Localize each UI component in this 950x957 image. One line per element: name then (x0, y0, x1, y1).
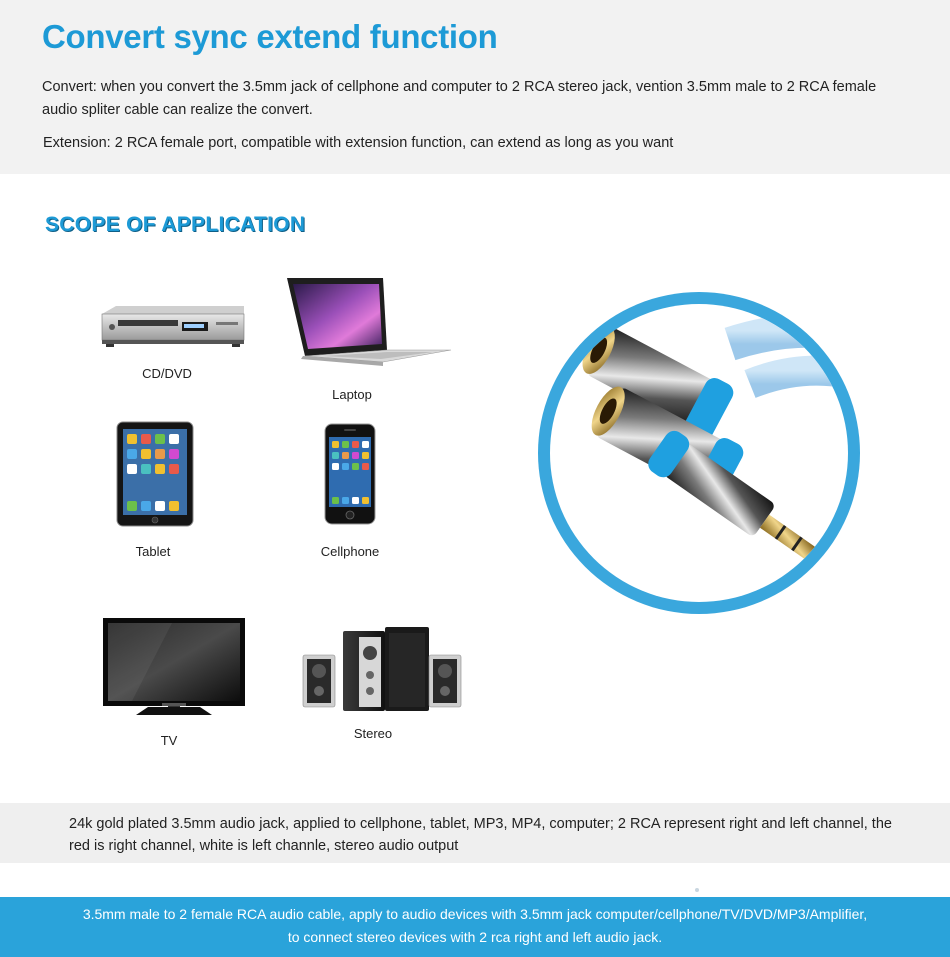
page-title: Convert sync extend function (42, 18, 498, 55)
laptop-icon (283, 276, 453, 368)
feature-info-band (0, 803, 950, 863)
device-label-stereo: Stereo (353, 726, 393, 741)
footer-line-2: to connect stereo devices with 2 rca right and left audio jack. (287, 929, 663, 945)
cellphone-icon (324, 423, 376, 525)
footer-line-1: 3.5mm male to 2 female RCA audio cable, apply to audio devices with 3.5mm jack computer/cellphone/TV/DVD/MP3/Amplifier, (82, 906, 868, 922)
extension-description: Extension: 2 RCA female port, compatible with extension function, can extend as long as you want (43, 135, 674, 151)
tablet-icon (116, 421, 194, 527)
decorative-dot (695, 888, 699, 892)
device-label-cellphone: Cellphone (320, 544, 380, 559)
feature-description: 24k gold plated 3.5mm audio jack, applied to cellphone, tablet, MP3, MP4, computer; 2 RCA represent right and left channel, the red is right channel, white is left channle, stereo audio output (69, 816, 892, 854)
tv-icon (102, 617, 246, 717)
product-image-frame (538, 292, 860, 614)
device-label-tv: TV (160, 733, 178, 748)
scope-heading: SCOPE OF APPLICATION (45, 213, 306, 236)
device-label-laptop: Laptop (332, 387, 372, 402)
stereo-speakers-icon (301, 625, 463, 713)
device-label-tablet: Tablet (135, 544, 171, 559)
convert-description: Convert: when you convert the 3.5mm jack of cellphone and computer to 2 RCA stereo jack, vention 3.5mm male to 2 RCA female audio spliter cable can realize the convert. (42, 79, 877, 118)
product-image (550, 304, 848, 602)
footer-description (0, 903, 950, 949)
cd-dvd-player-icon (98, 300, 248, 350)
intro-section (0, 0, 950, 174)
device-label-cd-dvd: CD/DVD (142, 366, 192, 381)
footer-band (0, 897, 950, 957)
